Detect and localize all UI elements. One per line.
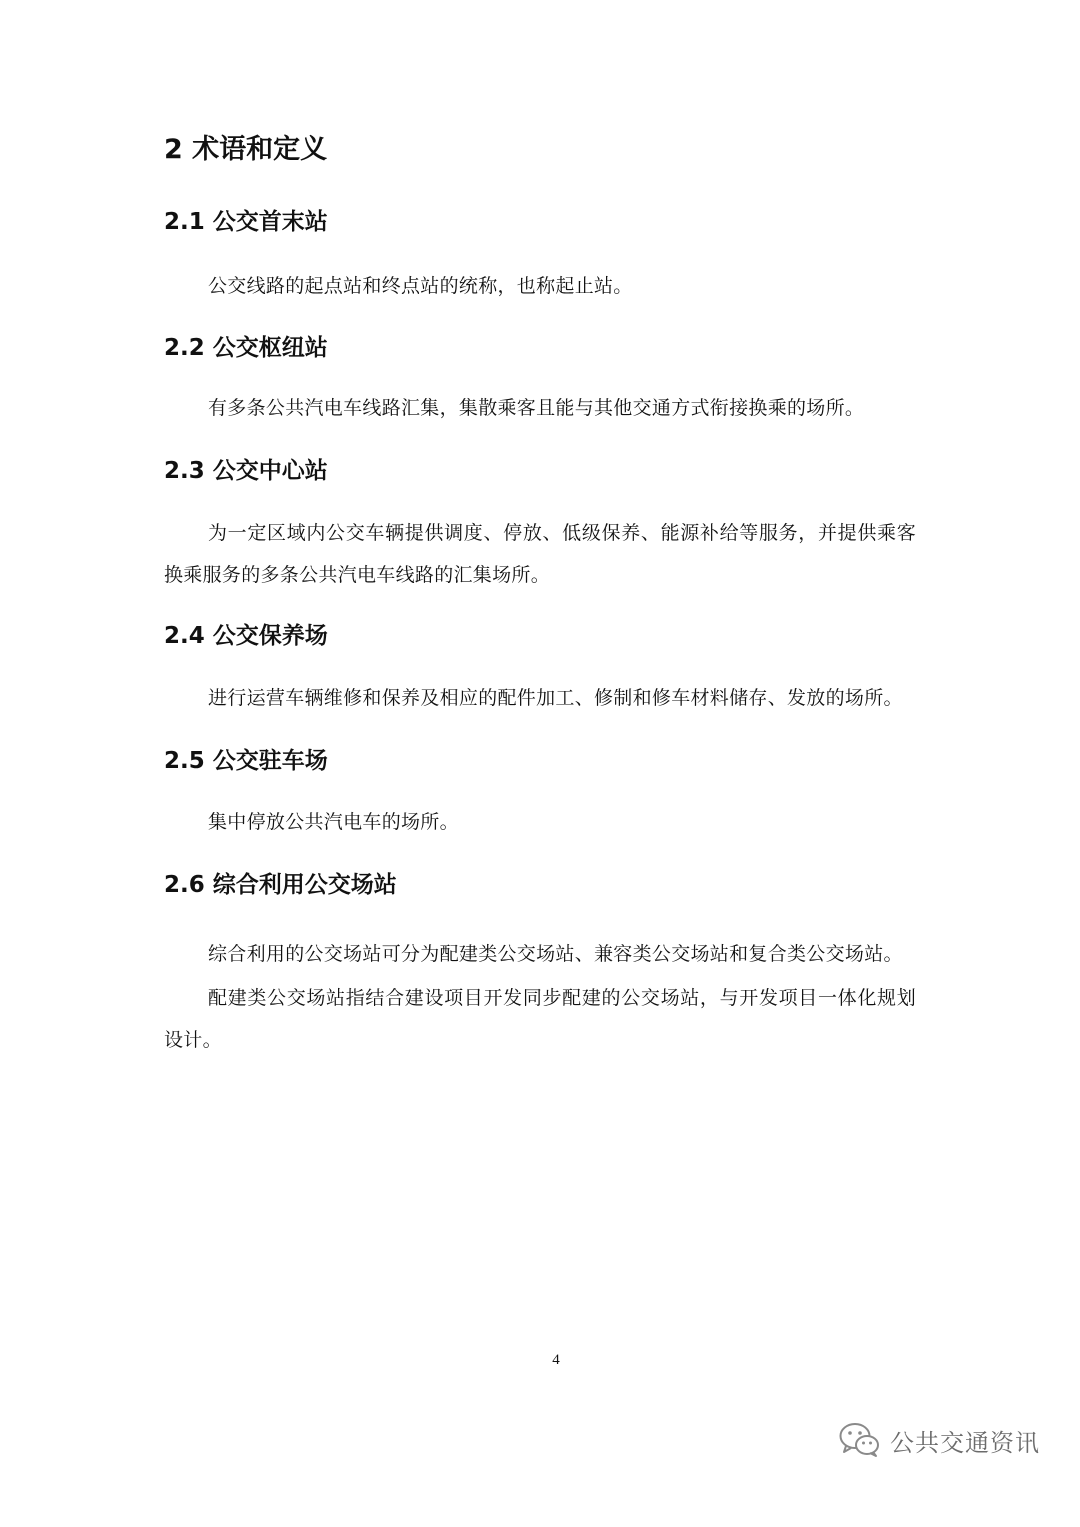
section-2-1-paragraph: 公交线路的起点站和终点站的统称，也称起止站。 — [208, 275, 633, 297]
wechat-icon — [838, 1421, 882, 1459]
section-heading-2-2: 2.2 公交枢纽站 — [164, 335, 328, 361]
section-2-3-paragraph: 为一定区域内公交车辆提供调度、停放、低级保养、能源补给等服务，并提供乘客换乘服务的多条公共汽电车线路的汇集场所。 — [164, 522, 916, 586]
watermark-text: 公共交通资讯 — [890, 1428, 1040, 1457]
watermark — [838, 1418, 1040, 1462]
section-heading-2-3: 2.3 公交中心站 — [164, 458, 328, 484]
page-content — [164, 128, 916, 1061]
chapter-title: 2 术语和定义 — [164, 134, 328, 165]
section-heading-2-1: 2.1 公交首末站 — [164, 209, 328, 235]
section-2-5-paragraph: 集中停放公共汽电车的场所。 — [208, 811, 459, 833]
section-heading-2-4: 2.4 公交保养场 — [164, 623, 328, 649]
section-2-4-paragraph: 进行运营车辆维修和保养及相应的配件加工、修制和修车材料储存、发放的场所。 — [208, 687, 903, 709]
section-heading-2-5: 2.5 公交驻车场 — [164, 748, 328, 774]
section-2-6-paragraph-1: 综合利用的公交场站可分为配建类公交场站、兼容类公交场站和复合类公交场站。 — [208, 943, 903, 965]
section-heading-2-6: 2.6 综合利用公交场站 — [164, 872, 397, 898]
section-2-6-paragraph-2: 配建类公交场站指结合建设项目开发同步配建的公交场站，与开发项目一体化规划设计。 — [164, 987, 916, 1051]
section-2-2-paragraph: 有多条公共汽电车线路汇集，集散乘客且能与其他交通方式衔接换乘的场所。 — [208, 397, 865, 419]
page-number: 4 — [552, 1352, 560, 1368]
